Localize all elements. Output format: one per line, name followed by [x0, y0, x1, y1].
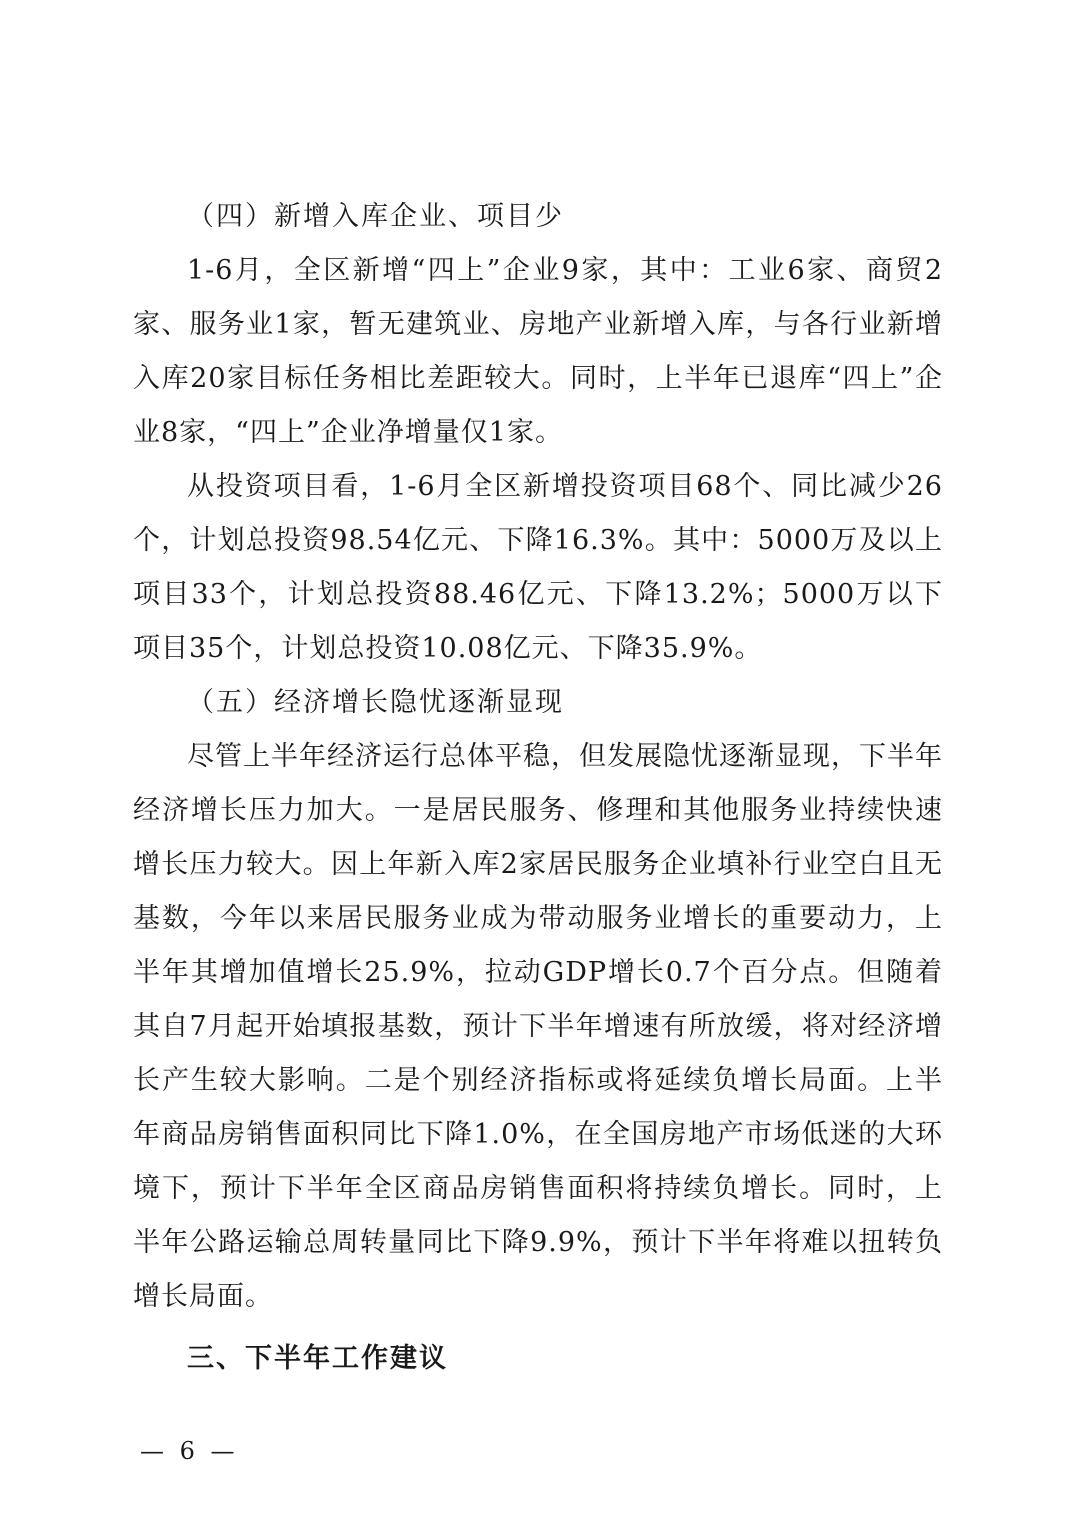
paragraph-new-enterprises: 1-6月，全区新增“四上”企业9家，其中：工业6家、商贸2家、服务业1家，暂无建筑业、房地产业新增入库，与各行业新增入库20家目标任务相比差距较大。同时，上半年已退库“四上”企业8家，“四上”企业净增量仅1家。	[133, 255, 943, 448]
paragraph-investment-projects: 从投资项目看，1-6月全区新增投资项目68个、同比减少26个，计划总投资98.54亿元、下降16.3%。其中：5000万及以上项目33个，计划总投资88.46亿元、下降13.2%；5000万以下项目35个，计划总投资10.08亿元、下降35.9%。	[133, 471, 943, 664]
page-number: — 6 —	[140, 1437, 239, 1465]
section-heading-five: （五）经济增长隐忧逐渐显现	[187, 687, 564, 718]
paragraph-growth-concerns: 尽管上半年经济运行总体平稳，但发展隐忧逐渐显现，下半年经济增长压力加大。一是居民服务、修理和其他服务业持续快速增长压力较大。因上年新入库2家居民服务企业填补行业空白且无基数，今年以来居民服务业成为带动服务业增长的重要动力，上半年其增加值增长25.9%，拉动GDP增长0.7个百分点。但随着其自7月起开始填报基数，预计下半年增速有所放缓，将对经济增长产生较大影响。二是个别经济指标或将延续负增长局面。上半年商品房销售面积同比下降1.0%，在全国房地产市场低迷的大环境下，预计下半年全区商品房销售面积将持续负增长。同时，上半年公路运输总周转量同比下降9.9%，预计下半年将难以扭转负增长局面。	[133, 741, 943, 1312]
chapter-heading-three: 三、下半年工作建议	[187, 1343, 448, 1374]
document-page	[133, 190, 943, 1386]
section-heading-four: （四）新增入库企业、项目少	[187, 201, 564, 232]
